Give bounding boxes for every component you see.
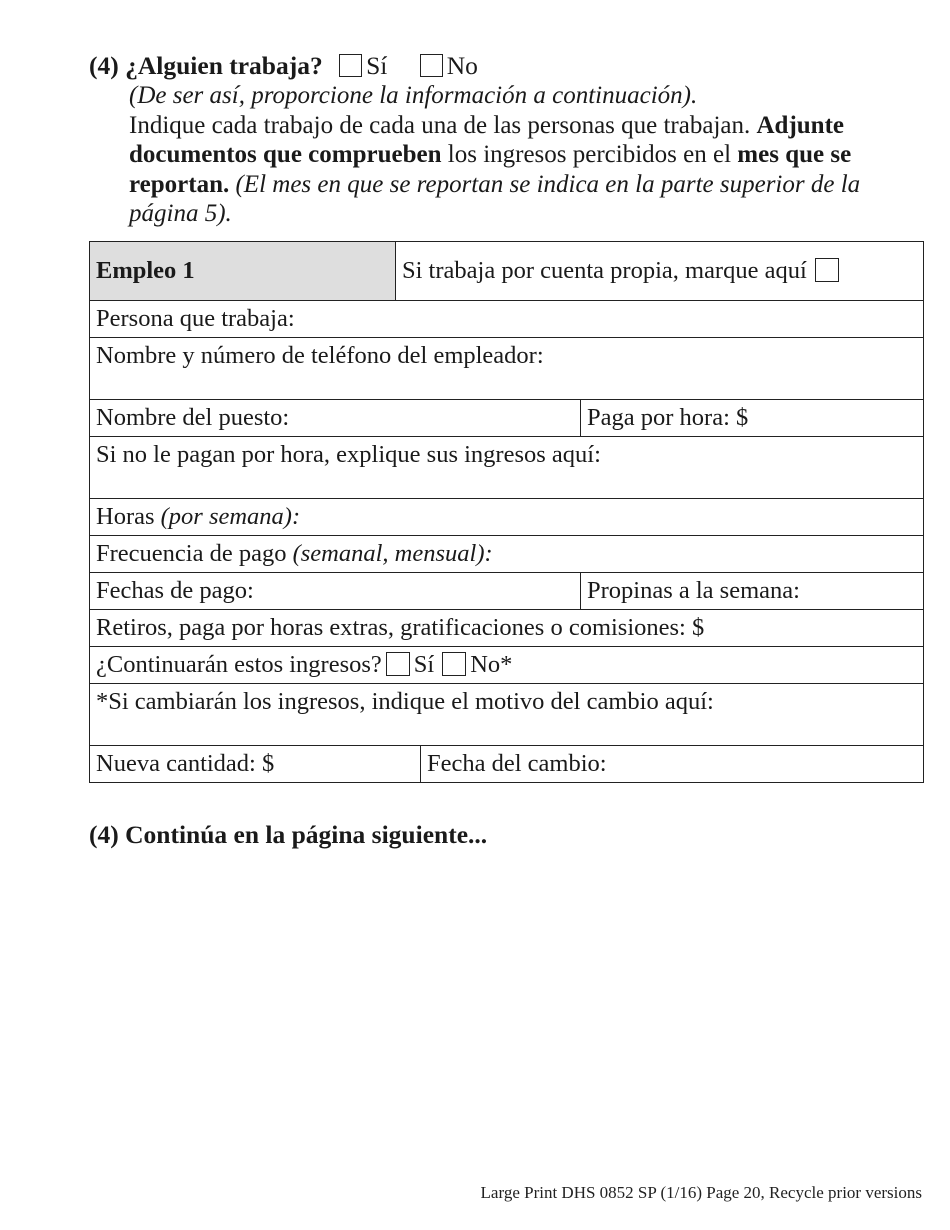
continue-yes-checkbox[interactable]	[386, 652, 410, 676]
hours-label: Horas	[96, 503, 161, 530]
question-title: (4) ¿Alguien trabaja?	[89, 51, 323, 80]
continue-question: ¿Continuarán estos ingresos?	[96, 651, 382, 678]
instr-part-1: Indique cada trabajo de cada una de las personas que trabajan.	[129, 111, 757, 139]
instr-part-2: los ingresos percibidos en el	[441, 141, 738, 169]
yes-label: Sí	[366, 51, 388, 80]
instr-italic: (El mes en que se reportan se indica en la parte superior de la página 5).	[129, 170, 861, 228]
self-employed-cell	[396, 242, 924, 301]
job-form-table	[89, 241, 924, 783]
tips-field[interactable]: Propinas a la semana:	[581, 573, 924, 610]
yes-checkbox[interactable]	[339, 54, 362, 77]
question-note: (De ser así, proporcione la información a continuación).	[129, 82, 698, 109]
continue-no-label: No*	[470, 651, 513, 678]
continues-note: (4) Continúa en la página siguiente...	[89, 820, 488, 849]
hours-field[interactable]	[90, 499, 924, 536]
job-title-field[interactable]: Nombre del puesto:	[90, 400, 581, 437]
extras-field[interactable]: Retiros, paga por horas extras, gratificaciones o comisiones: $	[90, 610, 924, 647]
instr-bold-2: mes que se reportan.	[129, 141, 852, 198]
question-line	[89, 51, 929, 81]
continue-yes-label: Sí	[413, 651, 435, 678]
continue-no-checkbox[interactable]	[442, 652, 466, 676]
pay-frequency-note: (semanal, mensual):	[292, 540, 493, 567]
change-reason-field[interactable]: *Si cambiarán los ingresos, indique el motivo del cambio aquí:	[90, 684, 924, 746]
self-employed-label: Si trabaja por cuenta propia, marque aquí	[402, 257, 807, 284]
change-date-field[interactable]: Fecha del cambio:	[421, 746, 924, 783]
continue-income-row	[90, 647, 924, 684]
instruction-text	[129, 111, 929, 229]
page-footer: Large Print DHS 0852 SP (1/16) Page 20, Recycle prior versions	[480, 1183, 922, 1202]
hours-note: (por semana):	[160, 503, 301, 530]
self-employed-checkbox[interactable]	[815, 258, 839, 282]
question-block	[89, 51, 929, 229]
no-checkbox[interactable]	[420, 54, 443, 77]
not-hourly-field[interactable]: Si no le pagan por hora, explique sus ingresos aquí:	[90, 437, 924, 499]
hourly-pay-field[interactable]: Paga por hora: $	[581, 400, 924, 437]
new-amount-field[interactable]: Nueva cantidad: $	[90, 746, 421, 783]
employer-field[interactable]: Nombre y número de teléfono del empleador:	[90, 338, 924, 400]
no-label: No	[446, 51, 478, 80]
question-instructions	[129, 81, 929, 229]
pay-dates-field[interactable]: Fechas de pago:	[90, 573, 581, 610]
pay-frequency-label: Frecuencia de pago	[96, 540, 293, 567]
person-field[interactable]: Persona que trabaja:	[90, 301, 924, 338]
instr-bold-1: Adjunte documentos que comprueben	[129, 111, 845, 169]
job-header: Empleo 1	[90, 242, 396, 301]
pay-frequency-field[interactable]	[90, 536, 924, 573]
